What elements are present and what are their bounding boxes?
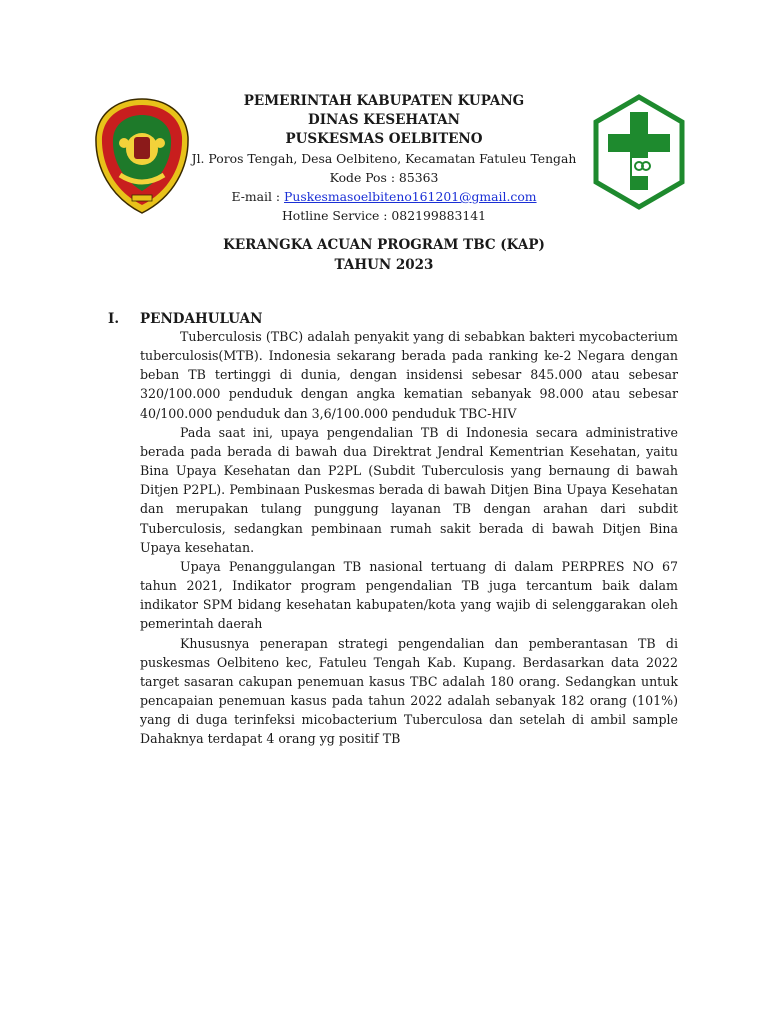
email-line <box>180 187 588 206</box>
hotline: Hotline Service : 082199883141 <box>281 208 487 223</box>
document-year: TAHUN 2023 <box>334 257 434 273</box>
facility-name: PUSKESMAS OELBITENO <box>285 131 483 147</box>
address: Jl. Poros Tengah, Desa Oelbiteno, Kecamatan Fatuleu Tengah <box>191 151 577 166</box>
paragraph-3: Upaya Penanggulangan TB nasional tertuang di dalam PERPRES NO 67 tahun 2021, Indikator program pengendalian TB juga tercantum baik dalam indikator SPM bidang kesehatan kabupaten/kota yang wajib di selenggarakan oleh pemerintah daerah <box>140 558 678 632</box>
letterhead <box>180 92 588 225</box>
paragraph-4: Khususnya penerapan strategi pengendalian dan pemberantasan TB di puskesmas Oelbiteno kec, Fatuleu Tengah Kab. Kupang. Berdasarkan data 2022 target sasaran cakupan penemuan kasus TBC adalah 180 orang. Sedangkan untuk pencapaian penemuan kasus pada tahun 2022 adalah sebanyak 182 orang (101%) yang di duga terinfeksi micobacterium Tuberculosa dan setelah di ambil sample Dahaknya terdapat 4 orang yg positif TB <box>140 635 678 747</box>
paragraph-2: Pada saat ini, upaya pengendalian TB di Indonesia secara administrative berada pada berada di bawah dua Direktrat Jendral Kementrian Kesehatan, yaitu Bina Upaya Kesehatan dan P2PL (Subdit Tuberculosis yang bernaung di bawah Ditjen P2PL). Pembinaan Puskesmas berada di bawah Ditjen Bina Upaya Kesehatan dan merupakan tulang punggung layanan TB dengan arahan dari subdit Tuberculosis, sedangkan pembinaan rumah sakit berada di bawah Ditjen Bina Upaya kesehatan. <box>140 424 678 555</box>
section-body <box>140 327 678 748</box>
government-name: PEMERINTAH KABUPATEN KUPANG <box>243 93 525 109</box>
department-name: DINAS KESEHATAN <box>308 112 460 128</box>
email-label: E-mail : <box>231 189 285 204</box>
puskesmas-logo-icon <box>592 94 686 210</box>
paragraph-1: Tuberculosis (TBC) adalah penyakit yang di sebabkan bakteri mycobacterium tuberculosis(MTB). Indonesia sekarang berada pada ranking ke-2 Negara dengan beban TB tertinggi di dunia, dengan insidensi sebesar 845.000 atau sebesar 320/100.000 penduduk dengan angka kematian sebanyak 98.000 atau sebesar 40/100.000 penduduk dan 3,6/100.000 penduduk TBC-HIV <box>140 329 678 421</box>
email-link[interactable]: Puskesmasoelbiteno161201@gmail.com <box>284 189 537 204</box>
section-title: PENDAHULUAN <box>140 311 263 327</box>
kupang-emblem-icon <box>94 97 190 215</box>
document-title: KERANGKA ACUAN PROGRAM TBC (KAP) <box>223 237 545 253</box>
postal-code: Kode Pos : 85363 <box>329 170 439 185</box>
section-number: I. <box>108 311 120 327</box>
